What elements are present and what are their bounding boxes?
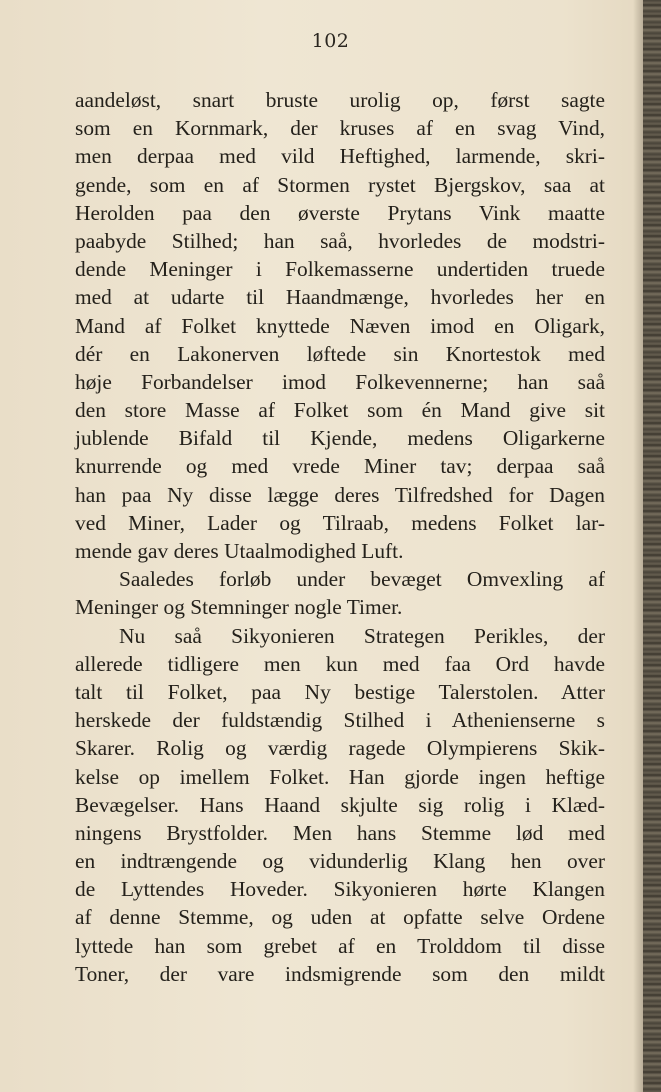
text-line: Skarer. Rolig og værdig ragede Olympierens Skik- [75,736,605,761]
text-line: Herolden paa den øverste Prytans Vink maatte [75,200,605,225]
text-line: Saaledes forløb under bevæget Omvexling af [119,567,605,592]
text-line: en indtrængende og vidunderlig Klang hen over [75,849,605,874]
page-edge [643,0,661,1092]
text-line: knurrende og med vrede Miner tav; derpaa saå [75,454,605,479]
text-line: men derpaa med vild Heftighed, larmende, skri- [75,144,605,169]
text-line: dér en Lakonerven løftede sin Knortestok med [75,341,605,366]
text-line: af denne Stemme, og uden at opfatte selve Ordene [75,905,605,930]
text-line: ved Miner, Lader og Tilraab, medens Folket lar- [75,510,605,535]
text-line: han paa Ny disse lægge deres Tilfredshed for Dagen [75,482,605,507]
text-line: Bevægelser. Hans Haand skjulte sig rolig i Klæd- [75,792,605,817]
text-line: Nu saå Sikyonieren Strategen Perikles, der [119,623,605,648]
page-edge-shadow [633,0,643,1092]
text-line: høje Forbandelser imod Folkevennerne; han saå [75,369,605,394]
text-line: jublende Bifald til Kjende, medens Oligarkerne [75,426,605,451]
text-line: aandeløst, snart bruste urolig op, først sagte [75,88,605,112]
text-line: med at udarte til Haandmænge, hvorledes her en [75,285,605,310]
text-line: Toner, der vare indsmigrende som den mildt [75,961,605,986]
text-line: dende Meninger i Folkemasserne undertiden truede [75,257,605,282]
page-number: 102 [311,30,350,52]
text-line: ningens Brystfolder. Men hans Stemme lød med [75,820,605,845]
text-line: Mand af Folket knyttede Næven imod en Oligark, [75,313,605,338]
text-line: allerede tidligere men kun med faa Ord havde [75,651,605,676]
text-line: paabyde Stilhed; han saå, hvorledes de modstri- [75,228,605,253]
text-line: de Lyttendes Hoveder. Sikyonieren hørte Klangen [75,877,605,902]
text-line: herskede der fuldstændig Stilhed i Athenienserne s [75,708,605,733]
text-line: den store Masse af Folket som én Mand give sit [75,398,605,423]
body-text [75,86,605,988]
text-line: gende, som en af Stormen rystet Bjergskov, saa at [75,172,605,197]
text-line: mende gav deres Utaalmodighed Luft. [75,539,404,563]
text-line: kelse op imellem Folket. Han gjorde ingen heftige [75,764,605,789]
text-line: Meninger og Stemninger nogle Timer. [75,595,403,620]
text-line: talt til Folket, paa Ny bestige Talerstolen. Atter [75,679,605,704]
text-line: lyttede han som grebet af en Trolddom til disse [75,933,605,958]
text-line: som en Kornmark, der kruses af en svag Vind, [75,116,605,141]
